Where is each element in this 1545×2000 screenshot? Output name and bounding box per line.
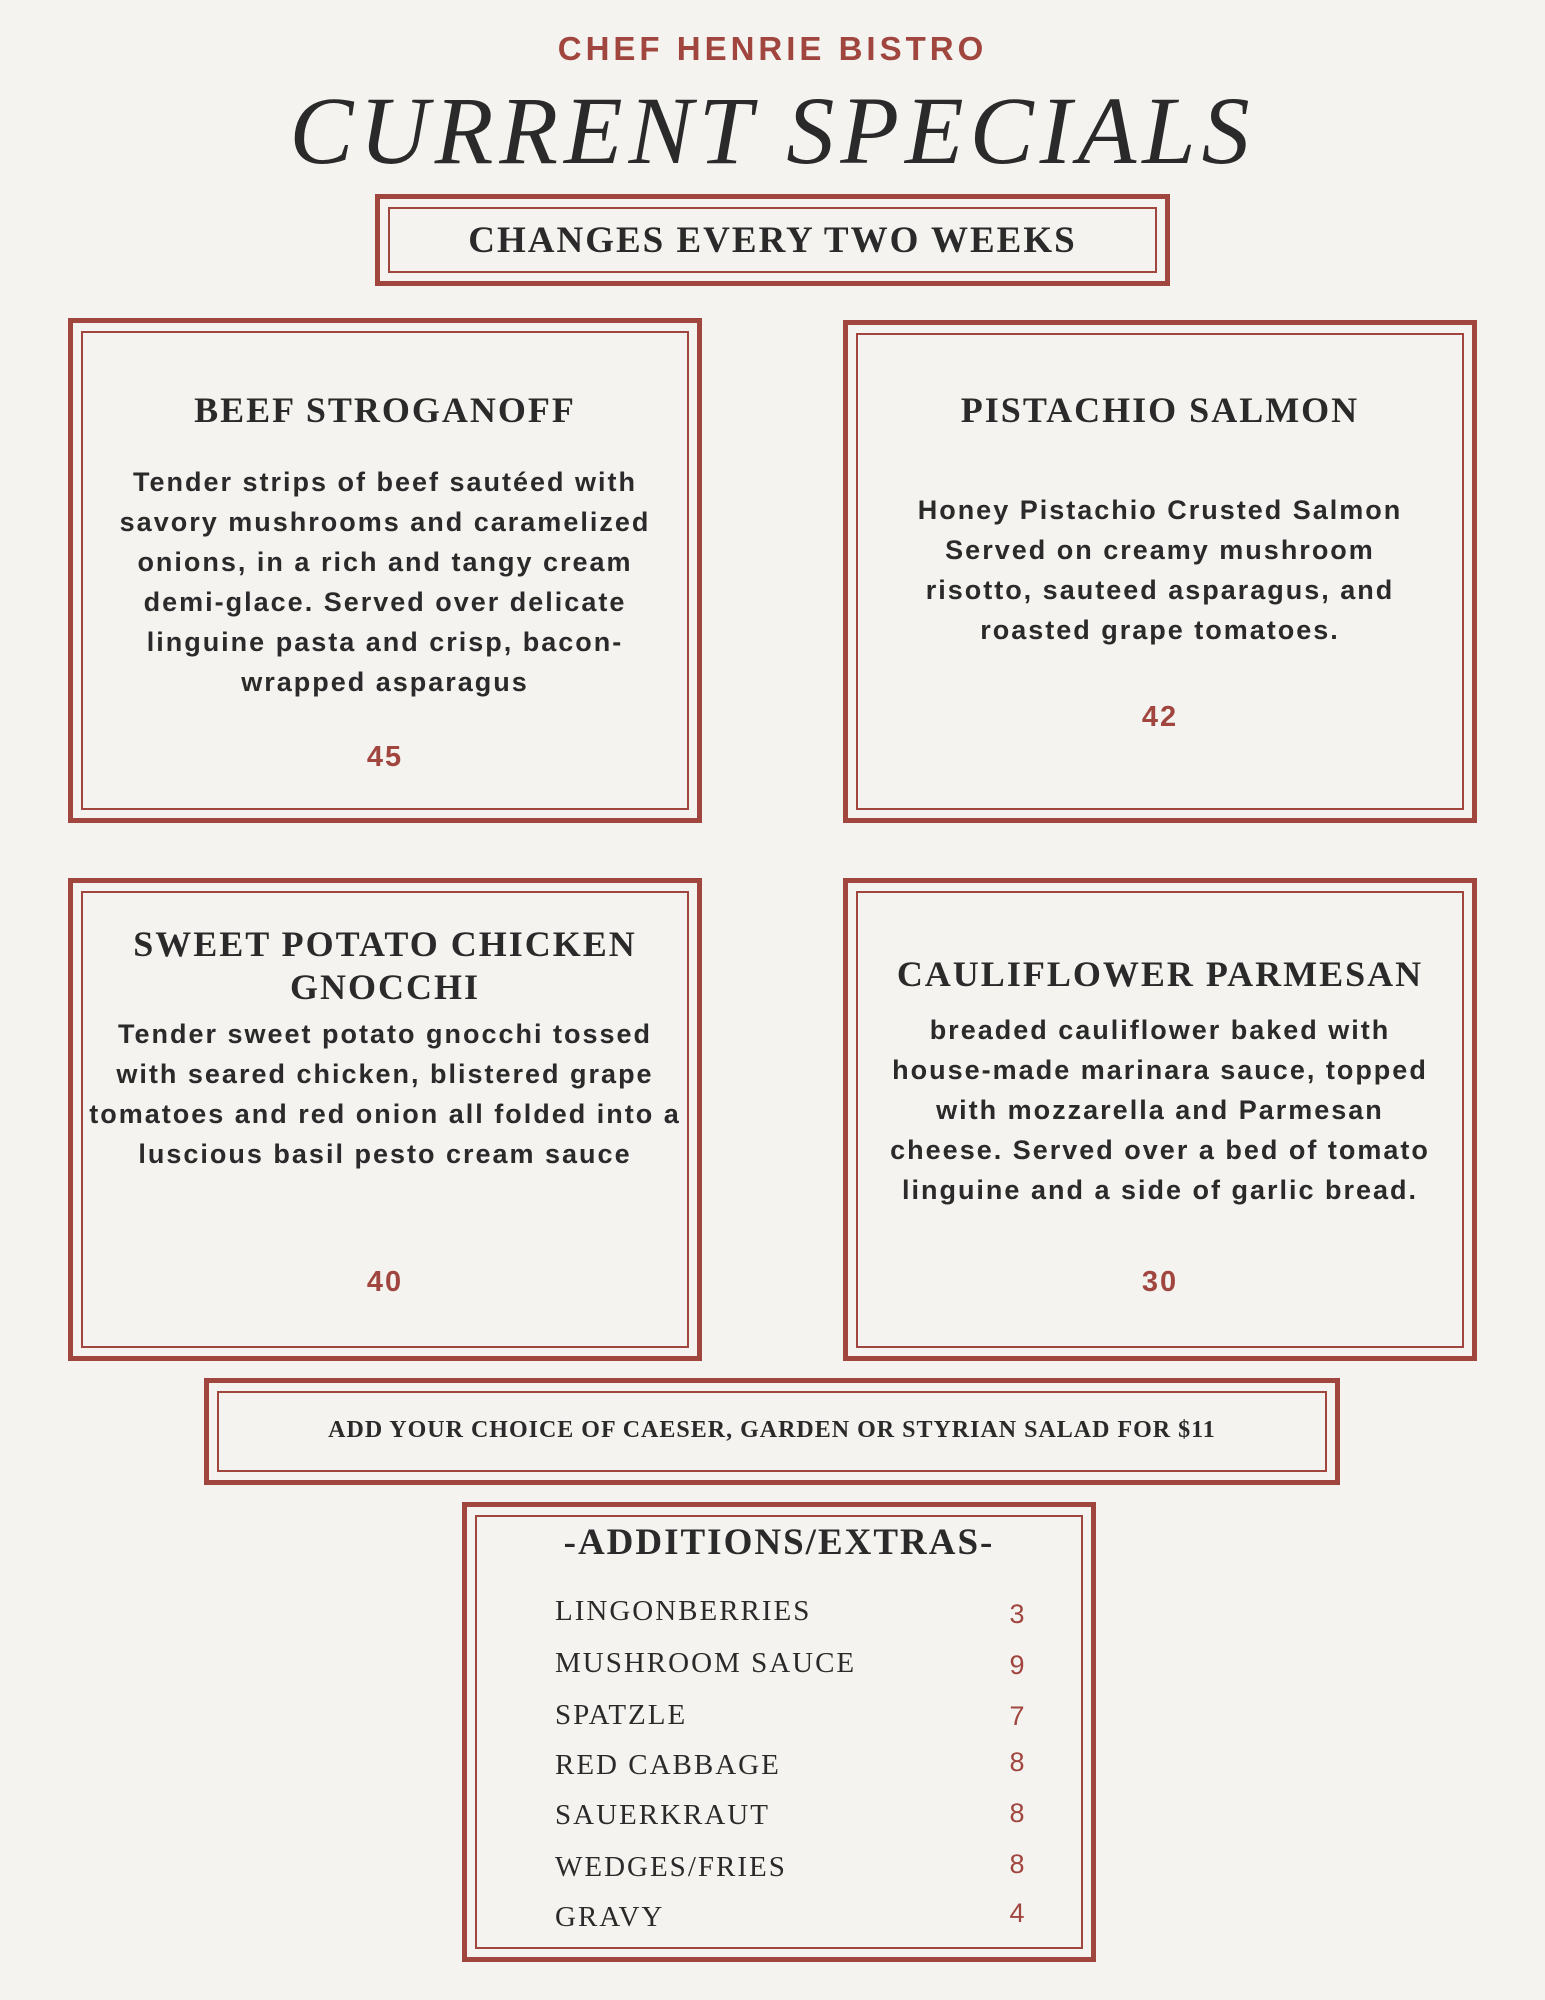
extras-title: -ADDITIONS/EXTRAS- — [563, 1522, 995, 1563]
restaurant-name: CHEF HENRIE BISTRO — [557, 30, 988, 67]
extra-item-price: 4 — [1009, 1898, 1025, 1928]
extra-item-name: SAUERKRAUT — [555, 1799, 770, 1831]
special-name: SWEET POTATO CHICKEN GNOCCHI — [133, 924, 637, 1007]
special-price: 30 — [1141, 1266, 1179, 1298]
special-name: CAULIFLOWER PARMESAN — [896, 954, 1424, 994]
special-description: Tender sweet potato gnocchi tossed with seared chicken, blistered grape tomatoes and red onion all folded into a luscious basil pesto cream sauce — [89, 1019, 681, 1169]
salad-note: ADD YOUR CHOICE OF CAESER, GARDEN OR STYRIAN SALAD FOR $11 — [328, 1417, 1216, 1443]
special-card-cauliflower-parmesan — [843, 878, 1477, 1361]
special-name: BEEF STROGANOFF — [194, 390, 576, 430]
extra-item-name: MUSHROOM SAUCE — [555, 1647, 857, 1679]
extras-frame — [462, 1502, 1096, 1962]
extra-item-name: GRAVY — [555, 1901, 665, 1933]
extra-item-name: RED CABBAGE — [555, 1749, 781, 1781]
special-card-pistachio-salmon — [843, 320, 1477, 823]
extra-item-price: 9 — [1009, 1650, 1025, 1680]
special-price: 42 — [1141, 701, 1179, 733]
subtitle-frame — [375, 194, 1170, 286]
page-title: CURRENT SPECIALS — [289, 77, 1256, 184]
extra-item-price: 7 — [1009, 1701, 1025, 1731]
extra-item-name: WEDGES/FRIES — [555, 1851, 787, 1883]
salad-note-frame — [204, 1378, 1340, 1485]
special-description: Honey Pistachio Crusted Salmon Served on creamy mushroom risotto, sauteed asparagus, and roasted grape tomatoes. — [917, 495, 1403, 645]
special-name: PISTACHIO SALMON — [960, 390, 1360, 430]
special-description: Tender strips of beef sautéed with savory mushrooms and caramelized onions, in a rich and tangy cream demi-glace. Served over delicate linguine pasta and crisp, bacon-wrapped asparagus — [119, 467, 651, 697]
extra-item-price: 3 — [1009, 1599, 1025, 1629]
extra-item-name: LINGONBERRIES — [555, 1595, 812, 1627]
special-card-sweet-potato-chicken-gnocchi — [68, 878, 702, 1361]
extra-item-price: 8 — [1009, 1798, 1025, 1828]
extra-item-name: SPATZLE — [555, 1699, 688, 1731]
special-price: 45 — [366, 741, 404, 773]
special-description: breaded cauliflower baked with house-made marinara sauce, topped with mozzarella and Parmesan cheese. Served over a bed of tomato linguine and a side of garlic bread. — [890, 1015, 1430, 1205]
subtitle: CHANGES EVERY TWO WEEKS — [468, 220, 1077, 261]
special-card-beef-stroganoff — [68, 318, 702, 823]
extra-item-price: 8 — [1009, 1849, 1025, 1879]
extra-item-price: 8 — [1009, 1747, 1025, 1777]
special-price: 40 — [366, 1266, 404, 1298]
